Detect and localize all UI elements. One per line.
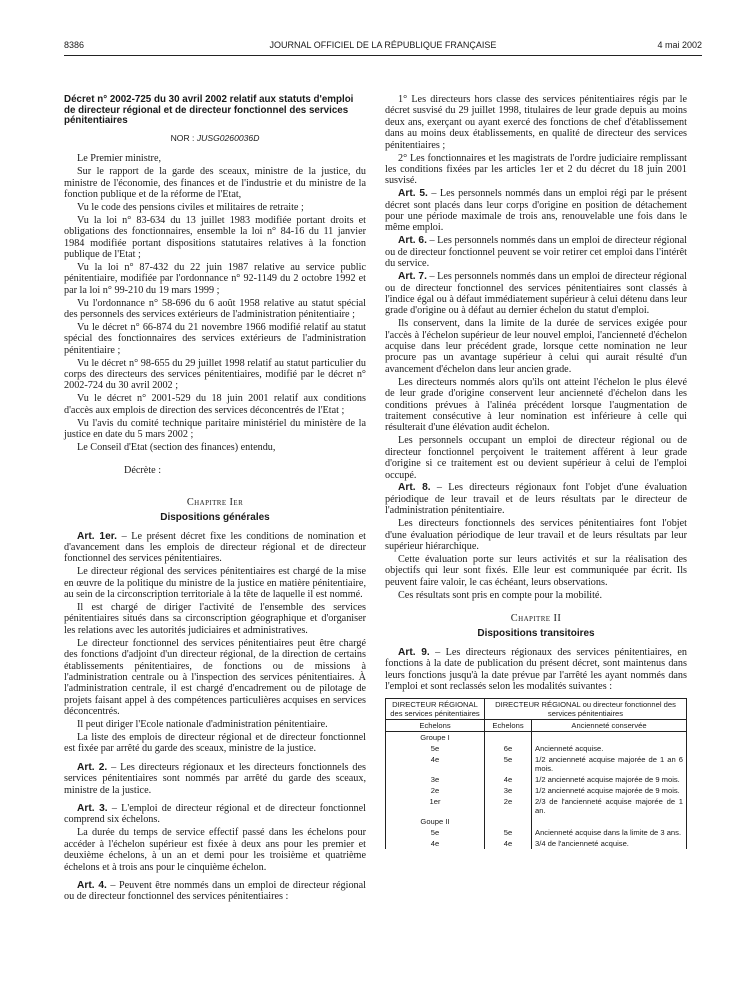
table-cell: 4e (386, 754, 485, 774)
paragraph: Les directeurs fonctionnels des services pénitentiaires font l'objet d'une évaluation périodique de leur travail et de leurs résultats par leur supérieur hiérarchique. (385, 518, 687, 552)
paragraph: Les personnels occupant un emploi de directeur régional ou de directeur fonctionnel perçoivent le traitement afférent à leur grade d'origine si ce traitement est ou devient supérieur à celui de l'emploi occupé. (385, 435, 687, 481)
preamble-line: Vu l'avis du comité technique paritaire ministériel du ministère de la justice en date du 5 mars 2002 ; (64, 417, 366, 441)
chapter-heading: Chapitre II (510, 612, 562, 624)
article-1 (64, 531, 366, 565)
list-item: 1° Les directeurs hors classe des services pénitentiaires régis par le décret susvisé du 29 juillet 1998, titulaires de leur grade depuis au moins deux ans, exerçant ou ayant exercé des fonctions de chef d'établissement dans au moins deux établissements, en qualité de directeur des services pénitentiaires ; (385, 94, 687, 151)
table-cell: 5e (485, 827, 532, 838)
article-text: – Les personnels nommés dans un emploi de directeur régional ou de directeur fonctionnel peuvent se voir retirer cet emploi dans l'intérêt du service. (385, 235, 688, 270)
table-cell: 1/2 ancienneté acquise majorée de 1 an 6 mois. (532, 754, 687, 774)
table-header-left: DIRECTEUR RÉGIONAL des services pénitentiaires (386, 699, 485, 720)
paragraph: La liste des emplois de directeur régional et de directeur fonctionnel est fixée par arrêté du garde des sceaux, ministre de la justice. (64, 731, 366, 755)
reclassification-table (385, 698, 687, 849)
table-cell: 3/4 de l'ancienneté acquise. (532, 838, 687, 849)
preamble-line: Le Conseil d'Etat (section des finances) entendu, (77, 441, 276, 453)
paragraph: Ces résultats sont pris en compte pour la mobilité. (398, 589, 602, 601)
article-6 (385, 235, 687, 269)
table-cell: 5e (386, 827, 485, 838)
decree-title: Décret n° 2002-725 du 30 avril 2002 relatif aux statuts d'emploi de directeur régional et de directeur fonctionnel des services pénitentiaires (64, 94, 354, 127)
article-label: Art. 3. (77, 803, 108, 814)
table-cell: 2e (386, 785, 485, 796)
article-text: – L'emploi de directeur régional et de directeur fonctionnel comprend six échelons. (64, 803, 367, 826)
decrete: Décrète : (124, 465, 162, 477)
table-cell: 5e (485, 754, 532, 774)
list-item: 2° Les fonctionnaires et les magistrats de l'ordre judiciaire remplissant les conditions fixées par les articles 1er et 2 du décret du 18 juin 2001 susvisé. (385, 152, 687, 187)
table-cell: 1/2 ancienneté acquise majorée de 9 mois. (532, 785, 687, 796)
table-cell: 4e (485, 774, 532, 785)
article-label: Art. 7. (398, 271, 427, 283)
table-cell: Ancienneté acquise. (532, 743, 687, 754)
article-4 (64, 880, 366, 903)
table-cell: 2/3 de l'ancienneté acquise majorée de 1 an. (532, 796, 687, 816)
chapter-heading: Chapitre Ier (186, 496, 244, 508)
article-label: Art. 1er. (77, 530, 117, 542)
preamble-line: Vu le décret n° 98-655 du 29 juillet 1998 relatif au statut particulier du corps des directeurs des services pénitentiaires, modifié par le décret n° 2002-724 du 30 avril 2002 ; (64, 357, 366, 392)
table-cell: 6e (485, 743, 532, 754)
preamble-line: Vu le décret n° 2001-529 du 18 juin 2001 relatif aux conditions d'accès aux emplois de direction des services déconcentrés de l'Etat ; (64, 393, 366, 416)
paragraph: La durée du temps de service effectif passé dans les échelons pour accéder à l'échelon supérieur est fixée à deux ans pour les premier et deuxième échelons, à un an et demi pour les troisième et quatrième échelons et à trois ans pour le cinquième échelon. (64, 827, 366, 873)
table-cell: 4e (386, 838, 485, 849)
article-label: Art. 6. (398, 235, 427, 247)
table-cell: 3e (485, 785, 532, 796)
preamble-line: Vu la loi n° 87-432 du 22 juin 1987 relative au service public pénitentiaire, modifiée par l'ordonnance n° 92-1149 du 2 octobre 1992 et par la loi n° 99-210 du 19 mars 1999 ; (64, 261, 366, 296)
article-text: – Le présent décret fixe les conditions de nomination et d'avancement dans les emplois de directeur régional et de directeur fonctionnel des services pénitentiaires. (64, 530, 366, 565)
article-text: – Les directeurs régionaux des services pénitentiaires, en fonctions à la date de publication du présent décret, sont maintenus dans leurs fonctions jusqu'à la date prévue par l'arrêté les ayant nommés dans l'emploi et sont reclassés selon les modalités suivantes : (385, 646, 687, 692)
paragraph: Le directeur régional des services pénitentiaires est chargé de la mise en œuvre de la politique du ministre de la justice en matière pénitentiaire, au sein de la circonscription territoriale à la tête de laquelle il est nommé. (64, 566, 366, 601)
nor-label: NOR : (170, 132, 195, 143)
table-header-right: DIRECTEUR RÉGIONAL ou directeur fonctionnel des services pénitentiaires (485, 699, 687, 720)
right-column (385, 94, 687, 849)
journal-title: JOURNAL OFFICIEL DE LA RÉPUBLIQUE FRANÇAISE (269, 40, 497, 50)
nor-reference (64, 133, 366, 144)
issue-date: 4 mai 2002 (657, 40, 702, 50)
column-header: Ancienneté conservée (532, 720, 687, 732)
article-label: Art. 4. (77, 879, 107, 891)
preamble-line: Sur le rapport de la garde des sceaux, ministre de la justice, du ministre de l'économie, des finances et de l'industrie et du ministre de la fonction publique et de la réforme de l'Etat, (64, 166, 366, 200)
paragraph: Cette évaluation porte sur leurs activités et sur la réalisation des objectifs qui leur sont fixés. Elle leur est communiquée par écrit. Ils peuvent faire valoir, le cas échéant, leurs observations. (385, 553, 687, 588)
preamble-line: Vu le code des pensions civiles et militaires de retraite ; (77, 201, 304, 213)
article-label: Art. 9. (398, 646, 430, 658)
table-cell: 1er (386, 796, 485, 816)
article-7 (385, 271, 687, 317)
preamble-line: Vu la loi n° 83-634 du 13 juillet 1983 modifiée portant droits et obligations des fonctionnaires, ensemble la loi n° 84-16 du 11 janvier 1984 modifiée portant dispositions statutaires relatives à la fonction publique de l'Etat ; (64, 214, 366, 260)
article-label: Art. 8. (398, 482, 431, 494)
column-header: Echelons (386, 720, 485, 732)
preamble-line: Le Premier ministre, (77, 153, 162, 165)
preamble-line: Vu le décret n° 66-874 du 21 novembre 1966 modifié relatif au statut spécial des fonctionnaires des services extérieurs de l'administration pénitentiaire ; (64, 321, 366, 356)
page-header (64, 40, 702, 54)
table-cell: 2e (485, 796, 532, 816)
article-8 (385, 482, 687, 516)
article-label: Art. 5. (398, 188, 428, 200)
table-cell: 3e (386, 774, 485, 785)
table-cell: 5e (386, 743, 485, 754)
table-cell: 1/2 ancienneté acquise majorée de 9 mois. (532, 774, 687, 785)
paragraph: Il est chargé de diriger l'activité de l'ensemble des services pénitentiaires situés dans sa circonscription géographique et d'organiser les relations avec les autorités judiciaires et administratives. (64, 602, 366, 636)
article-3 (64, 803, 366, 826)
group-label: Goupe II (386, 816, 485, 827)
table-cell: Ancienneté acquise dans la limite de 3 ans. (532, 827, 687, 838)
group-label: Groupe I (386, 732, 485, 744)
column-header: Echelons (485, 720, 532, 732)
paragraph: Les directeurs nommés alors qu'ils ont atteint l'échelon le plus élevé de leur grade d'origine conservent leur ancienneté d'échelon dans les conditions prévues à l'alinéa précédent lorsque l'augmentation de traitement consécutive à leur nomination est inférieure à celle qui résulterait d'une élévation audit échelon. (385, 376, 687, 434)
nor-code: JUSG0260036D (196, 132, 260, 143)
header-rule (64, 55, 702, 56)
article-2 (64, 762, 366, 796)
article-text: – Les directeurs régionaux et les directeurs fonctionnels des services pénitentiaires sont nommés par arrêté du garde des sceaux, ministre de la justice. (64, 761, 366, 796)
article-5 (385, 188, 687, 234)
left-column (64, 95, 366, 904)
page-number: 8386 (64, 40, 85, 50)
paragraph: Le directeur fonctionnel des services pénitentiaires peut être chargé des fonctions d'adjoint d'un directeur régional, de la direction de certains établissements pénitentiaires, de fonctions ou de missions à l'administration centrale ou à l'inspection des services pénitentiaires. À l'administration centrale, il est chargé d'encadrement ou de pilotage de projets faisant appel à des compétences particulières acquises en services déconcentrés. (64, 637, 366, 718)
article-text: – Les personnels nommés dans un emploi de directeur régional ou de directeur fonctionnel des services pénitentiaires sont classés à l'indice égal ou à défaut immédiatement supérieur à celui détenu dans leur grade d'origine ou à défaut au dernier échelon du statut d'emploi. (385, 271, 688, 317)
article-text: – Les directeurs régionaux font l'objet d'une évaluation périodique de leur travail et de leurs résultats par le directeur de l'administration pénitentiaire. (385, 482, 688, 517)
section-heading: Dispositions transitoires (477, 628, 595, 640)
preamble-line: Vu l'ordonnance n° 58-696 du 6 août 1958 relative au statut spécial des personnels des services extérieurs de l'administration pénitentiaire ; (64, 297, 366, 320)
table-cell: 4e (485, 838, 532, 849)
article-text: – Les personnels nommés dans un emploi régi par le présent décret sont placés dans leur corps d'origine en position de détachement pour une période maximale de trois ans, renouvelable une fois dans le même emploi. (385, 188, 687, 234)
section-heading: Dispositions générales (160, 512, 270, 524)
paragraph: Ils conservent, dans la limite de la durée de services exigée pour l'accès à l'échelon supérieur de leur nouvel emploi, l'ancienneté d'échelon acquise dans leur précédent grade, lorsque cette nomination ne leur procure pas un avantage supérieur à celui qui aurait résulté d'un avancement d'échelon dans leur ancien grade. (385, 318, 687, 375)
article-label: Art. 2. (77, 761, 108, 773)
article-text: – Peuvent être nommés dans un emploi de directeur régional ou de directeur fonctionnel des services pénitentiaires : (64, 879, 366, 903)
paragraph: Il peut diriger l'Ecole nationale d'administration pénitentiaire. (77, 719, 328, 731)
article-9 (385, 647, 687, 693)
